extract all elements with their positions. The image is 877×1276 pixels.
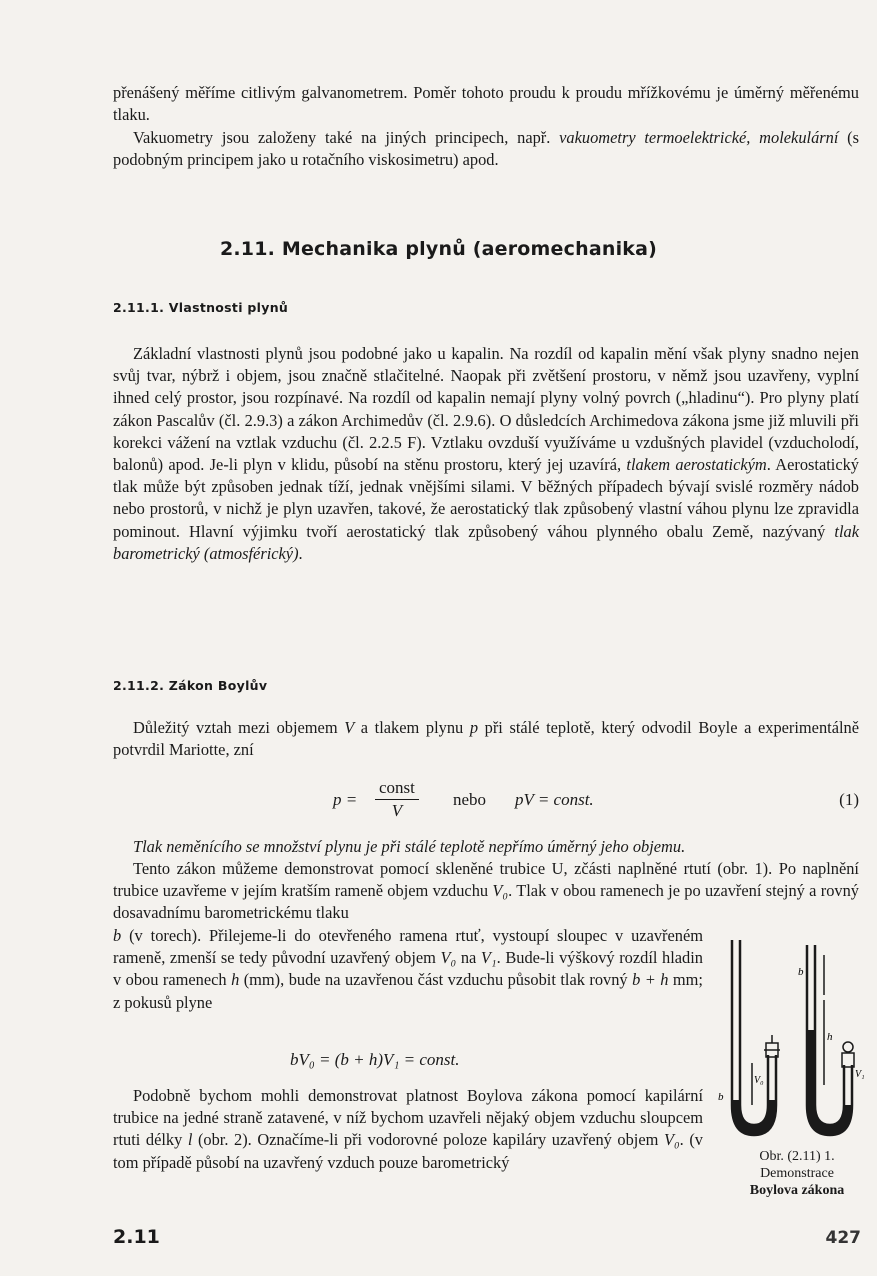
paragraph-text: (obr. 2). Označíme-li při vodorovné poloze kapiláry uzavřený objem [192,1130,664,1150]
u-tube-figure [712,935,872,1145]
figure-label-b-right: b [798,966,804,978]
figure-label-v0: V₀ [754,1075,764,1086]
u-tube-left-inner [740,940,768,1125]
paragraph-text: přenášený měříme citlivým galvanometrem. Poměr tohoto proudu k proudu mřížkovému je úměrný měřenému tlaku. [113,83,859,125]
paragraph-text: (s podobným principem jako u rotačního viskosimetru) apod. [113,128,860,170]
symbol: p [469,718,479,737]
stopcock-right [842,1053,854,1067]
paragraph-text: (mm), bude na uzavřenou část vzduchu působit tlak rovný [239,970,633,990]
symbol: V₀ [663,1130,680,1150]
symbol: h [231,970,240,990]
page-number: 427 [825,1228,861,1248]
fraction-denominator: V [391,801,403,820]
equation-1 [113,776,859,826]
equation-connector: nebo [453,790,487,809]
symbol: l [187,1130,193,1150]
paragraph-text: mm; z pokusů plyne [113,970,703,1012]
paragraph-text: na [456,948,481,968]
paragraph-intro-2 [113,127,859,171]
paragraph-text: Tento zákon můžeme demonstrovat pomocí skleněné trubice U, zčásti naplněné rtutí (obr. 1). Po naplnění trubice uzavřeme v jejím kratším rameně objem vzduchu [113,859,859,901]
symbol: V [344,718,355,737]
symbol: V₀ [440,948,457,968]
figure-caption [722,1148,872,1199]
law-statement: Tlak neměnícího se množství plynu je při stálé teplotě nepřímo úměrný jeho objemu. [133,837,686,856]
emphasis-text: vakuometry termoelektrické, molekulární [559,128,839,147]
subsection-heading-1: 2.11.1. Vlastnosti plynů [113,300,289,315]
figure-label-b-left: b [718,1091,724,1103]
paragraph-demo-part1 [113,858,859,925]
paragraph-text: Podobně bychom mohli demonstrovat platnost Boylova zákona pomocí kapilární trubice na jedné straně zatavené, v níž bychom uzavřeli nějaký objem vzduchu sloupcem rtuti délky [113,1086,703,1150]
stopcock-knob-right [843,1042,853,1052]
paragraph-demo-part2 [113,925,703,1014]
paragraph-boyle-intro [113,717,859,761]
paragraph-text: (v torech). Přilejeme-li do otevřeného ramena rtuť, vystoupí sloupec v uzavřeném rameně, zmenší se tedy původní uzavřený objem [113,926,703,968]
paragraph-text: . [298,543,303,563]
caption-line-2: Demonstrace [760,1166,834,1181]
equation-lhs: p = [333,790,358,809]
fraction-bar [375,799,419,800]
footer-section-number: 2.11 [113,1226,160,1248]
emphasis-text: tlakem aerostatickým [626,455,767,475]
paragraph-text: Základní vlastnosti plynů jsou podobné jako u kapalin. Na rozdíl od kapalin mění však plyny snadno nejen svůj tvar, nýbrž i objem, jsou značně stlačitelné. Naopak při zvětšení prostoru, v němž jsou uzavřeny, vyplní ihned celý prostor, jsou rozpínavé. Na rozdíl od kapalin nemají plyny volný povrch („hladinu“). Pro plyny platí zákon Pascalův (čl. 2.9.3) a zákon Archimedův (čl. 2.9.6). O důsledcích Archimedova zákona jsme již mluvili při korekci vážení na vztlak vzduchu (čl. 2.2.5 F). Vztlaku ovzduší využíváme u vzdušných plavidel (vzducholodí, balonů) apod. Je-li plyn v klidu, působí na stěnu prostoru, který jej uzavírá, [113,344,859,475]
paragraph-text: . (v tom případě působí na uzavřený vzduch pouze barometrický [113,1130,703,1172]
equation-2: bV₀ = (b + h)V₁ = const. [290,1050,460,1069]
caption-line-1: Obr. (2.11) 1. [759,1149,835,1164]
fraction-numerator: const [379,778,415,797]
paragraph-text: . Aerostatický tlak může být způsoben jednak tíží, jednak vnějšími silami. V běžných případech bývají svislé rozměry nádob nebo prostorů, v nichž je plyn uzavřen, takové, že aerostatický tlak způsobený vlastní váhou plynu lze zpravidla pominout. Hlavní výjimku tvoří aerostatický tlak způsobený váhou plynného obalu Země, nazývaný [113,455,859,541]
symbol: V₁ [480,948,497,968]
paragraph-text: Vakuometry jsou založeny také na jiných principech, např. [133,128,560,147]
equation-fraction [375,778,419,821]
section-heading: 2.11. Mechanika plynů (aeromechanika) [219,238,658,260]
figure-label-h: h [827,1031,833,1043]
figure-label-v1: V₁ [855,1069,865,1080]
symbol: b + h [632,970,669,990]
caption-line-3: Boylova zákona [749,1183,845,1198]
emphasis-text: tlak barometrický (atmosférický) [113,521,859,563]
paragraph-properties [113,343,859,565]
equation-rhs: pV = const. [515,790,594,809]
paragraph-intro-1 [113,82,859,126]
symbol: V₀ [492,881,509,901]
paragraph-capillary [113,1085,703,1174]
paragraph-text: a tlakem plynu [354,718,470,737]
paragraph-text: Důležitý vztah mezi objemem [133,718,345,737]
paragraph-text: . Bude-li výškový rozdíl hladin v obou ramenech [113,948,703,990]
paragraph-text: při stálé teplotě, který odvodil Boyle a experimentálně potvrdil Mariotte, zní [113,718,859,760]
symbol: b [113,926,122,945]
paragraph-text: . Tlak v obou ramenech je po uzavření stejný a rovný dosavadnímu barometrickému tlaku [113,881,859,923]
subsection-heading-2: 2.11.2. Zákon Boylův [113,678,268,693]
equation-number: (1) [839,790,859,809]
